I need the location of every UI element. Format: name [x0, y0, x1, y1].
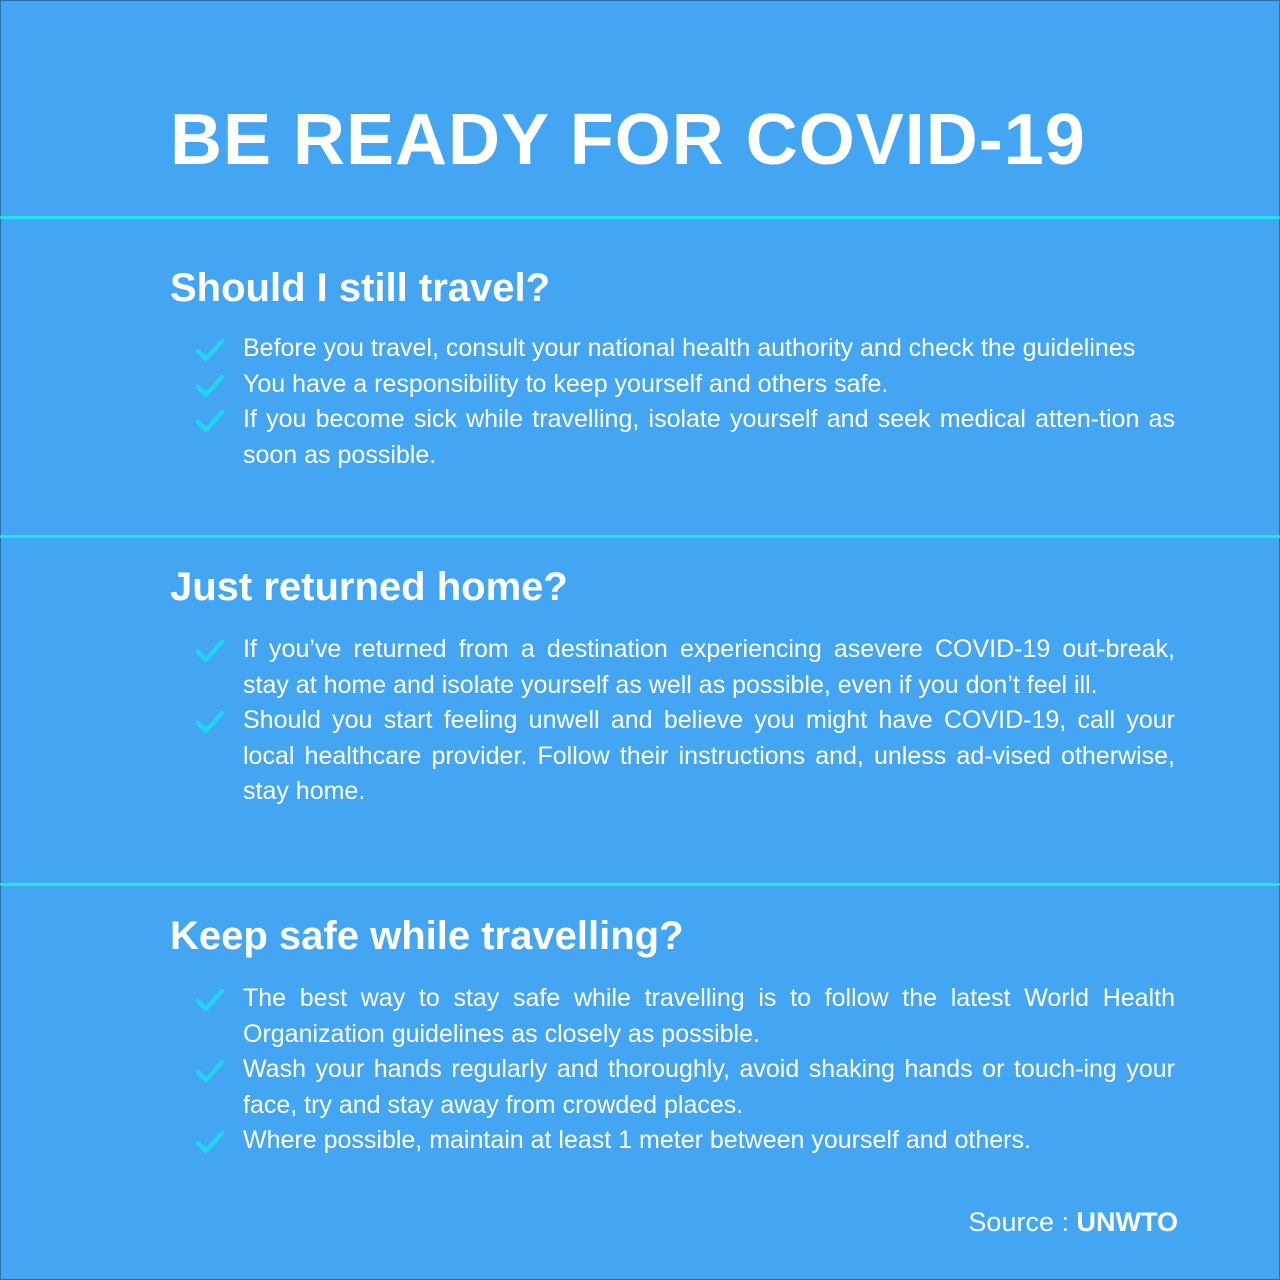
list-item — [195, 703, 1175, 810]
source-name: UNWTO — [1076, 1207, 1178, 1237]
bullet-text: The best way to stay safe while travelling is to follow the latest World Health Organization guidelines as closely as possible. — [243, 984, 1175, 1048]
check-icon — [195, 636, 225, 666]
list-item — [195, 981, 1175, 1052]
bullet-text: If you become sick while travelling, isolate yourself and seek medical atten-tion as soon as possible. — [243, 405, 1175, 469]
bullet-text: Wash your hands regularly and thoroughly, avoid shaking hands or touch-ing your face, try and stay away from crowded places. — [243, 1055, 1175, 1119]
bullet-text: Before you travel, consult your national health authority and check the guidelines — [243, 334, 1136, 362]
bullet-list-keep-safe — [195, 981, 1175, 1159]
list-item — [195, 1123, 1175, 1159]
section-heading-travel: Should I still travel? — [170, 266, 551, 310]
check-icon — [195, 707, 225, 737]
source-label: Source : — [968, 1207, 1069, 1237]
list-item — [195, 632, 1175, 703]
check-icon — [195, 1056, 225, 1086]
section-heading-returned: Just returned home? — [170, 565, 568, 609]
list-item — [195, 331, 1175, 367]
bullet-list-travel — [195, 331, 1175, 473]
check-icon — [195, 985, 225, 1015]
check-icon — [195, 406, 225, 436]
divider — [0, 216, 1280, 219]
check-icon — [195, 371, 225, 401]
divider — [0, 883, 1280, 886]
check-icon — [195, 1127, 225, 1157]
section-heading-keep-safe: Keep safe while travelling? — [170, 914, 684, 958]
check-icon — [195, 335, 225, 365]
bullet-list-returned — [195, 632, 1175, 810]
divider — [0, 535, 1280, 538]
list-item — [195, 1052, 1175, 1123]
bullet-text: Where possible, maintain at least 1 meter between yourself and others. — [243, 1126, 1031, 1154]
bullet-text: You have a responsibility to keep yourself and others safe. — [243, 369, 889, 398]
bullet-text: If you’ve returned from a destination experiencing asevere COVID-19 out-break, stay at home and isolate yourself as well as possible, even if you don’t feel ill. — [243, 635, 1175, 699]
list-item — [195, 402, 1175, 473]
list-item — [195, 367, 1175, 403]
page-title: BE READY FOR COVID-19 — [170, 100, 1086, 180]
source-credit — [968, 1204, 1178, 1240]
bullet-text: Should you start feeling unwell and believe you might have COVID-19, call your local healthcare provider. Follow their instructions and, unless ad-vised otherwise, stay home. — [243, 706, 1175, 805]
